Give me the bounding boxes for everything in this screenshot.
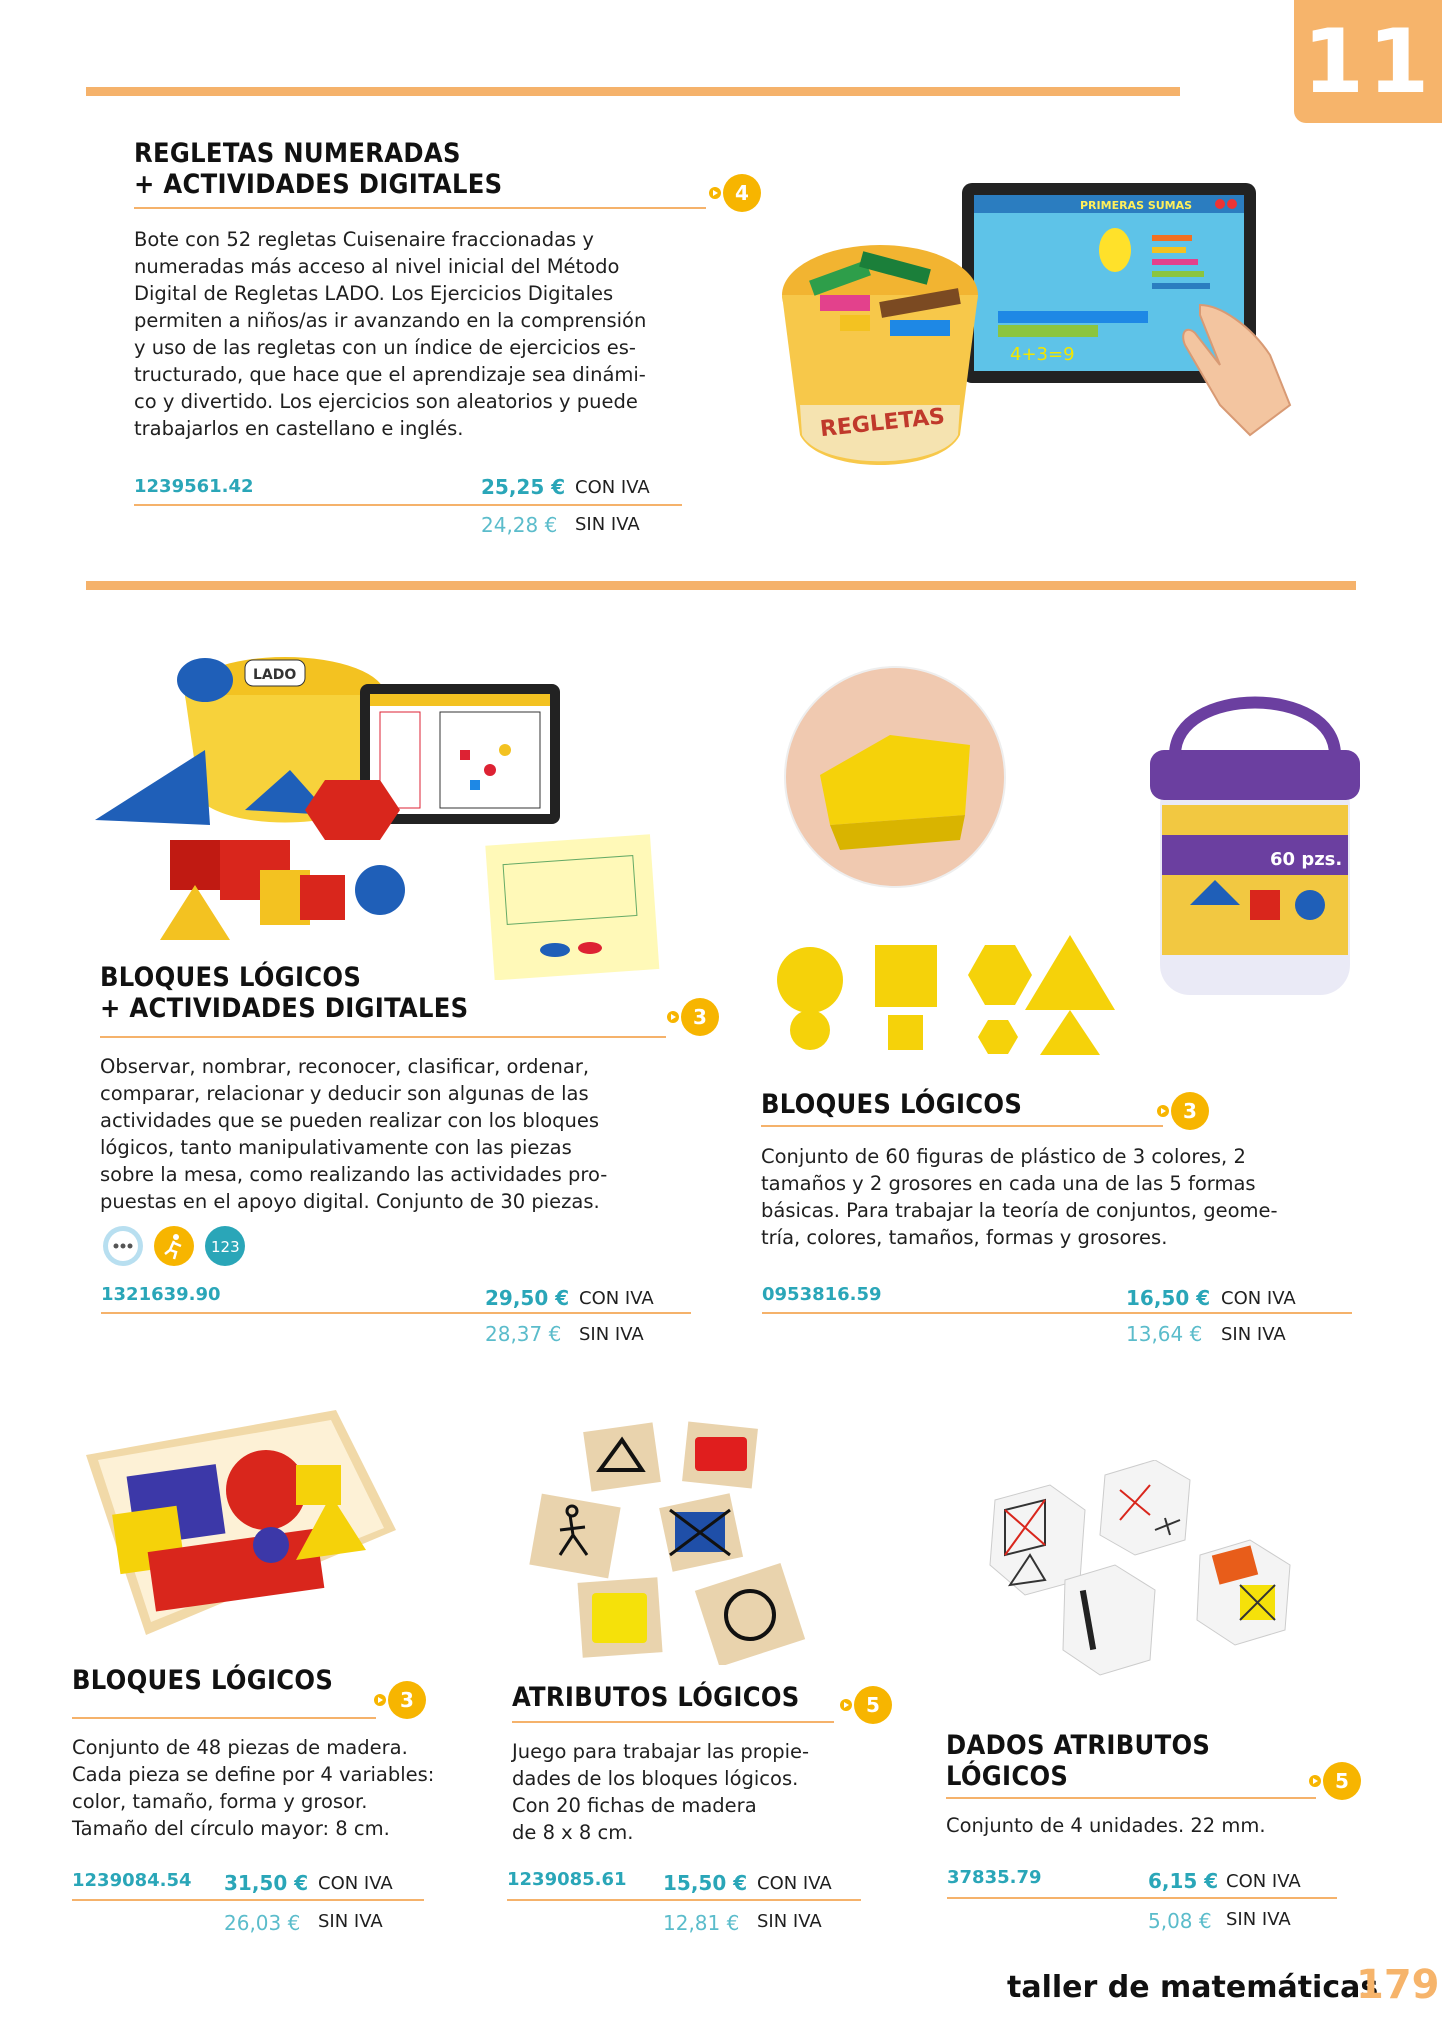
dots-icon xyxy=(103,1226,143,1266)
price-sin-iva: 26,03 € xyxy=(224,1911,301,1935)
atributos-logicos-image xyxy=(525,1415,815,1665)
product-title-line1: DADOS ATRIBUTOS xyxy=(946,1730,1211,1761)
product-description: Conjunto de 4 unidades. 22 mm. xyxy=(946,1814,1266,1837)
price-underline xyxy=(507,1899,861,1901)
lado-logo: LADO xyxy=(253,667,297,683)
age-badge: 4 xyxy=(723,174,761,212)
product-ref: 1239084.54 xyxy=(72,1870,192,1891)
product-ref: 0953816.59 xyxy=(762,1284,882,1305)
price-sin-iva: 13,64 € xyxy=(1126,1322,1203,1346)
product-ref: 1321639.90 xyxy=(101,1284,221,1305)
bloques-digitales-image xyxy=(90,640,670,980)
age-arrow-icon xyxy=(374,1694,386,1706)
title-underline xyxy=(946,1797,1316,1799)
price-con-iva: 25,25 € xyxy=(481,475,566,499)
con-iva-label: CON IVA xyxy=(579,1288,654,1309)
price-underline xyxy=(762,1312,1352,1314)
section-footer: taller de matemáticas xyxy=(1007,1970,1379,2005)
con-iva-label: CON IVA xyxy=(318,1873,393,1894)
runner-icon xyxy=(154,1226,194,1266)
chapter-tab: 11 xyxy=(1294,0,1442,123)
price-con-iva: 16,50 € xyxy=(1126,1286,1211,1310)
product-title-line1: REGLETAS NUMERADAS xyxy=(134,138,461,169)
title-underline xyxy=(72,1717,376,1719)
sin-iva-label: SIN IVA xyxy=(579,1324,644,1345)
product-title-line1: BLOQUES LÓGICOS xyxy=(761,1089,1023,1120)
con-iva-label: CON IVA xyxy=(1221,1288,1296,1309)
product-title-line1: BLOQUES LÓGICOS xyxy=(72,1665,334,1696)
tablet-equation: 4+3=9 xyxy=(1010,344,1075,365)
product-description: Juego para trabajar las propie- dades de los bloques lógicos. Con 20 fichas de madera de 8 x 8 cm. xyxy=(512,1740,810,1844)
age-arrow-icon xyxy=(1157,1105,1169,1117)
price-con-iva: 15,50 € xyxy=(663,1871,748,1895)
product-title-line2: + ACTIVIDADES DIGITALES xyxy=(134,169,503,200)
sin-iva-label: SIN IVA xyxy=(318,1911,383,1932)
product-title-line1: ATRIBUTOS LÓGICOS xyxy=(512,1682,800,1713)
product-title-line2: LÓGICOS xyxy=(946,1761,1069,1792)
age-arrow-icon xyxy=(709,187,721,199)
age-arrow-icon xyxy=(667,1011,679,1023)
age-badge: 3 xyxy=(681,998,719,1036)
numbers-icon xyxy=(205,1226,245,1266)
price-underline xyxy=(72,1899,424,1901)
age-arrow-icon xyxy=(840,1699,852,1711)
title-underline xyxy=(512,1721,834,1723)
price-underline xyxy=(947,1897,1337,1899)
price-sin-iva: 28,37 € xyxy=(485,1322,562,1346)
jar-label: 60 pzs. xyxy=(1270,849,1343,870)
numbers-icon-text: 123 xyxy=(211,1238,240,1256)
price-sin-iva: 5,08 € xyxy=(1148,1909,1212,1933)
sin-iva-label: SIN IVA xyxy=(1226,1909,1291,1930)
title-underline xyxy=(100,1036,666,1038)
age-badge: 3 xyxy=(388,1681,426,1719)
regletas-product-image xyxy=(780,175,1300,485)
product-description: Bote con 52 regletas Cuisenaire fraccionadas y numeradas más acceso al nivel inicial del Método Digital de Regletas LADO. Los Ejercicios Digitales permiten a niños/as ir avanzando en la comprensión y uso de las regletas con un índice de ejercicios es- tructurado, que hace que el aprendizaje sea dinámi- co y divertido. Los ejercicios son aleatorios y puede trabajarlos en castellano e inglés. xyxy=(134,228,647,440)
price-sin-iva: 24,28 € xyxy=(481,513,558,537)
bloques-plastico-image xyxy=(770,665,1370,1065)
price-con-iva: 6,15 € xyxy=(1148,1869,1219,1893)
product-ref: 37835.79 xyxy=(947,1867,1042,1888)
bloques-madera-image xyxy=(86,1400,406,1640)
section-divider xyxy=(86,581,1356,590)
sin-iva-label: SIN IVA xyxy=(757,1911,822,1932)
price-con-iva: 31,50 € xyxy=(224,1871,309,1895)
con-iva-label: CON IVA xyxy=(575,477,650,498)
product-title-line2: + ACTIVIDADES DIGITALES xyxy=(100,993,469,1024)
dados-atributos-image xyxy=(985,1460,1305,1690)
product-description: Observar, nombrar, reconocer, clasificar, ordenar, comparar, relacionar y deducir son algunas de las actividades que se pueden realizar con los bloques lógicos, tanto manipulativamente con las piezas sobre la mesa, como realizando las actividades pro- puestas en el apoyo digital. Conjunto de 30 piezas. xyxy=(100,1055,608,1213)
top-divider xyxy=(86,87,1180,96)
bucket-label: REGLETAS xyxy=(818,404,947,443)
price-sin-iva: 12,81 € xyxy=(663,1911,740,1935)
sin-iva-label: SIN IVA xyxy=(1221,1324,1286,1345)
con-iva-label: CON IVA xyxy=(1226,1871,1301,1892)
page-number: 179 xyxy=(1356,1962,1440,2008)
price-con-iva: 29,50 € xyxy=(485,1286,570,1310)
product-description: Conjunto de 60 figuras de plástico de 3 colores, 2 tamaños y 2 grosores en cada una de las 5 formas básicas. Para trabajar la teoría de conjuntos, geome- tría, colores, tamaños, formas y grosores. xyxy=(761,1145,1278,1249)
title-underline xyxy=(134,207,706,209)
age-badge: 5 xyxy=(1323,1762,1361,1800)
price-underline xyxy=(101,1312,691,1314)
age-badge: 3 xyxy=(1171,1092,1209,1130)
price-underline xyxy=(134,504,682,506)
product-description: Conjunto de 48 piezas de madera. Cada pieza se define por 4 variables: color, tamaño, forma y grosor. Tamaño del círculo mayor: 8 cm. xyxy=(72,1736,435,1840)
product-ref: 1239085.61 xyxy=(507,1869,627,1890)
product-title-line1: BLOQUES LÓGICOS xyxy=(100,962,362,993)
age-arrow-icon xyxy=(1309,1775,1321,1787)
age-badge: 5 xyxy=(854,1686,892,1724)
sin-iva-label: SIN IVA xyxy=(575,514,640,535)
title-underline xyxy=(761,1125,1163,1127)
con-iva-label: CON IVA xyxy=(757,1873,832,1894)
product-ref: 1239561.42 xyxy=(134,476,254,497)
tablet-title: PRIMERAS SUMAS xyxy=(1080,199,1193,212)
